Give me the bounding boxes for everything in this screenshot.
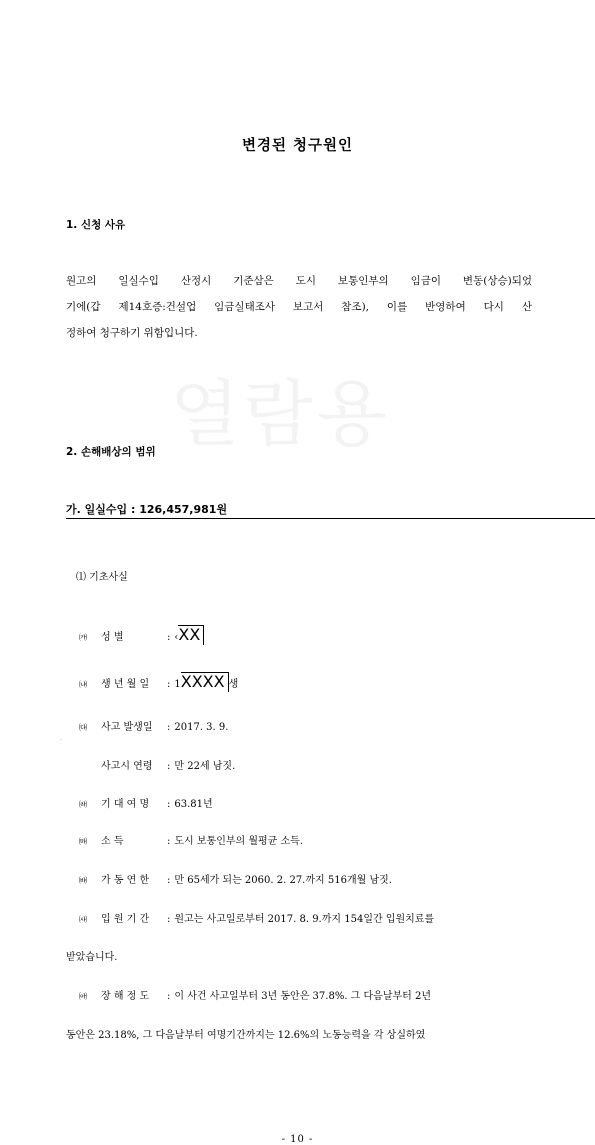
item-marker: ㈎	[79, 633, 87, 642]
fact-label: 소 득	[101, 836, 124, 847]
basic-facts-heading: ⑴ 기초사실	[76, 572, 128, 583]
page-title: 변경된 청구원인	[241, 138, 354, 154]
fact-label: 성 별	[101, 632, 124, 643]
fact-row-age: 사고시 연령 : 만 22세 남짓.	[79, 757, 595, 772]
fact-label: 입 원 기 간	[101, 914, 150, 925]
section-1-heading: 1. 신청 사유	[66, 219, 126, 231]
fact-value: 원고는 사고일로부터 2017. 8. 9.까지 154일간 입원치료를	[174, 914, 435, 925]
body-line: 기에(갑 제14호증:건설업 임금실태조사 보고서 참조), 이를 반영하여 다시 산	[66, 301, 532, 313]
value-suffix: 생	[228, 679, 239, 690]
redacted-value: XX	[178, 625, 204, 645]
fact-label: 사고시 연령	[101, 761, 153, 772]
disability-continuation: 동안은 23.18%, 그 다음날부터 여명기간까지는 12.6%의 노동능력을 각 상실하였	[66, 1030, 426, 1041]
fact-label: 가 동 연 한	[101, 875, 150, 886]
fact-row-disability: ㈕ 장 해 정 도 : 이 사건 사고일부터 3년 동안은 37.8%. 그 다음날부터 2년	[79, 987, 595, 1002]
item-marker: ㈏	[79, 680, 87, 689]
item-marker: ㈒	[79, 837, 87, 846]
item-marker: ㈕	[79, 992, 87, 1001]
fact-row-income: ㈒ 소 득 : 도시 보통인부의 월평균 소득.	[79, 832, 595, 847]
redacted-value: XXXX	[181, 672, 229, 692]
body-line: 원고의 일실수입 산정시 기준삼은 도시 보통인부의 임금이 변동(상승)되었	[66, 275, 532, 287]
margin-mark: ·	[60, 737, 62, 744]
section-2-heading: 2. 손해배상의 범위	[66, 446, 156, 458]
fact-row-working-age: ㈓ 가 동 연 한 : 만 65세가 되는 2060. 2. 27.까지 516개월 남짓.	[79, 871, 595, 886]
item-marker: ㈔	[79, 915, 87, 924]
fact-label: 기 대 여 명	[101, 799, 150, 810]
item-marker: ㈑	[79, 800, 87, 809]
fact-label: 생 년 월 일	[101, 679, 150, 690]
watermark-text: 열람용	[170, 372, 391, 456]
fact-value: 만 22세 남짓.	[174, 761, 236, 772]
item-marker: ㈓	[79, 876, 87, 885]
fact-label: 사고 발생일	[101, 722, 153, 733]
fact-value: 도시 보통인부의 월평균 소득.	[174, 836, 304, 847]
value-prefix: 1	[174, 679, 181, 690]
item-marker: ㈐	[79, 723, 87, 732]
body-line: 정하여 청구하기 위함입니다.	[66, 327, 198, 339]
fact-value: 만 65세가 되는 2060. 2. 27.까지 516개월 남짓.	[174, 875, 392, 886]
fact-label: 장 해 정 도	[101, 991, 150, 1002]
fact-row-hospitalization: ㈔ 입 원 기 간 : 원고는 사고일로부터 2017. 8. 9.까지 154일간 입원치료를	[79, 910, 595, 925]
hospitalization-continuation: 받았습니다.	[66, 952, 118, 963]
section-1-body	[66, 268, 532, 346]
page-number: - 10 -	[281, 1134, 314, 1145]
fact-row-birthdate: ㈏ 생 년 월 일 : 1 XXXX 생	[79, 672, 239, 691]
fact-value: 이 사건 사고일부터 3년 동안은 37.8%. 그 다음날부터 2년	[174, 991, 432, 1002]
fact-row-life-expectancy: ㈑ 기 대 여 명 : 63.81년	[79, 795, 595, 810]
fact-row-gender: ㈎ 성 별 : ‹ XX	[79, 625, 595, 645]
fact-value: 63.81년	[174, 799, 213, 810]
fact-row-accident-date: ㈐ 사고 발생일 : 2017. 3. 9.	[79, 718, 595, 733]
fact-value: 2017. 3. 9.	[174, 722, 229, 733]
lost-income-subheading: 가. 일실수입 : 126,457,981원	[66, 501, 595, 519]
